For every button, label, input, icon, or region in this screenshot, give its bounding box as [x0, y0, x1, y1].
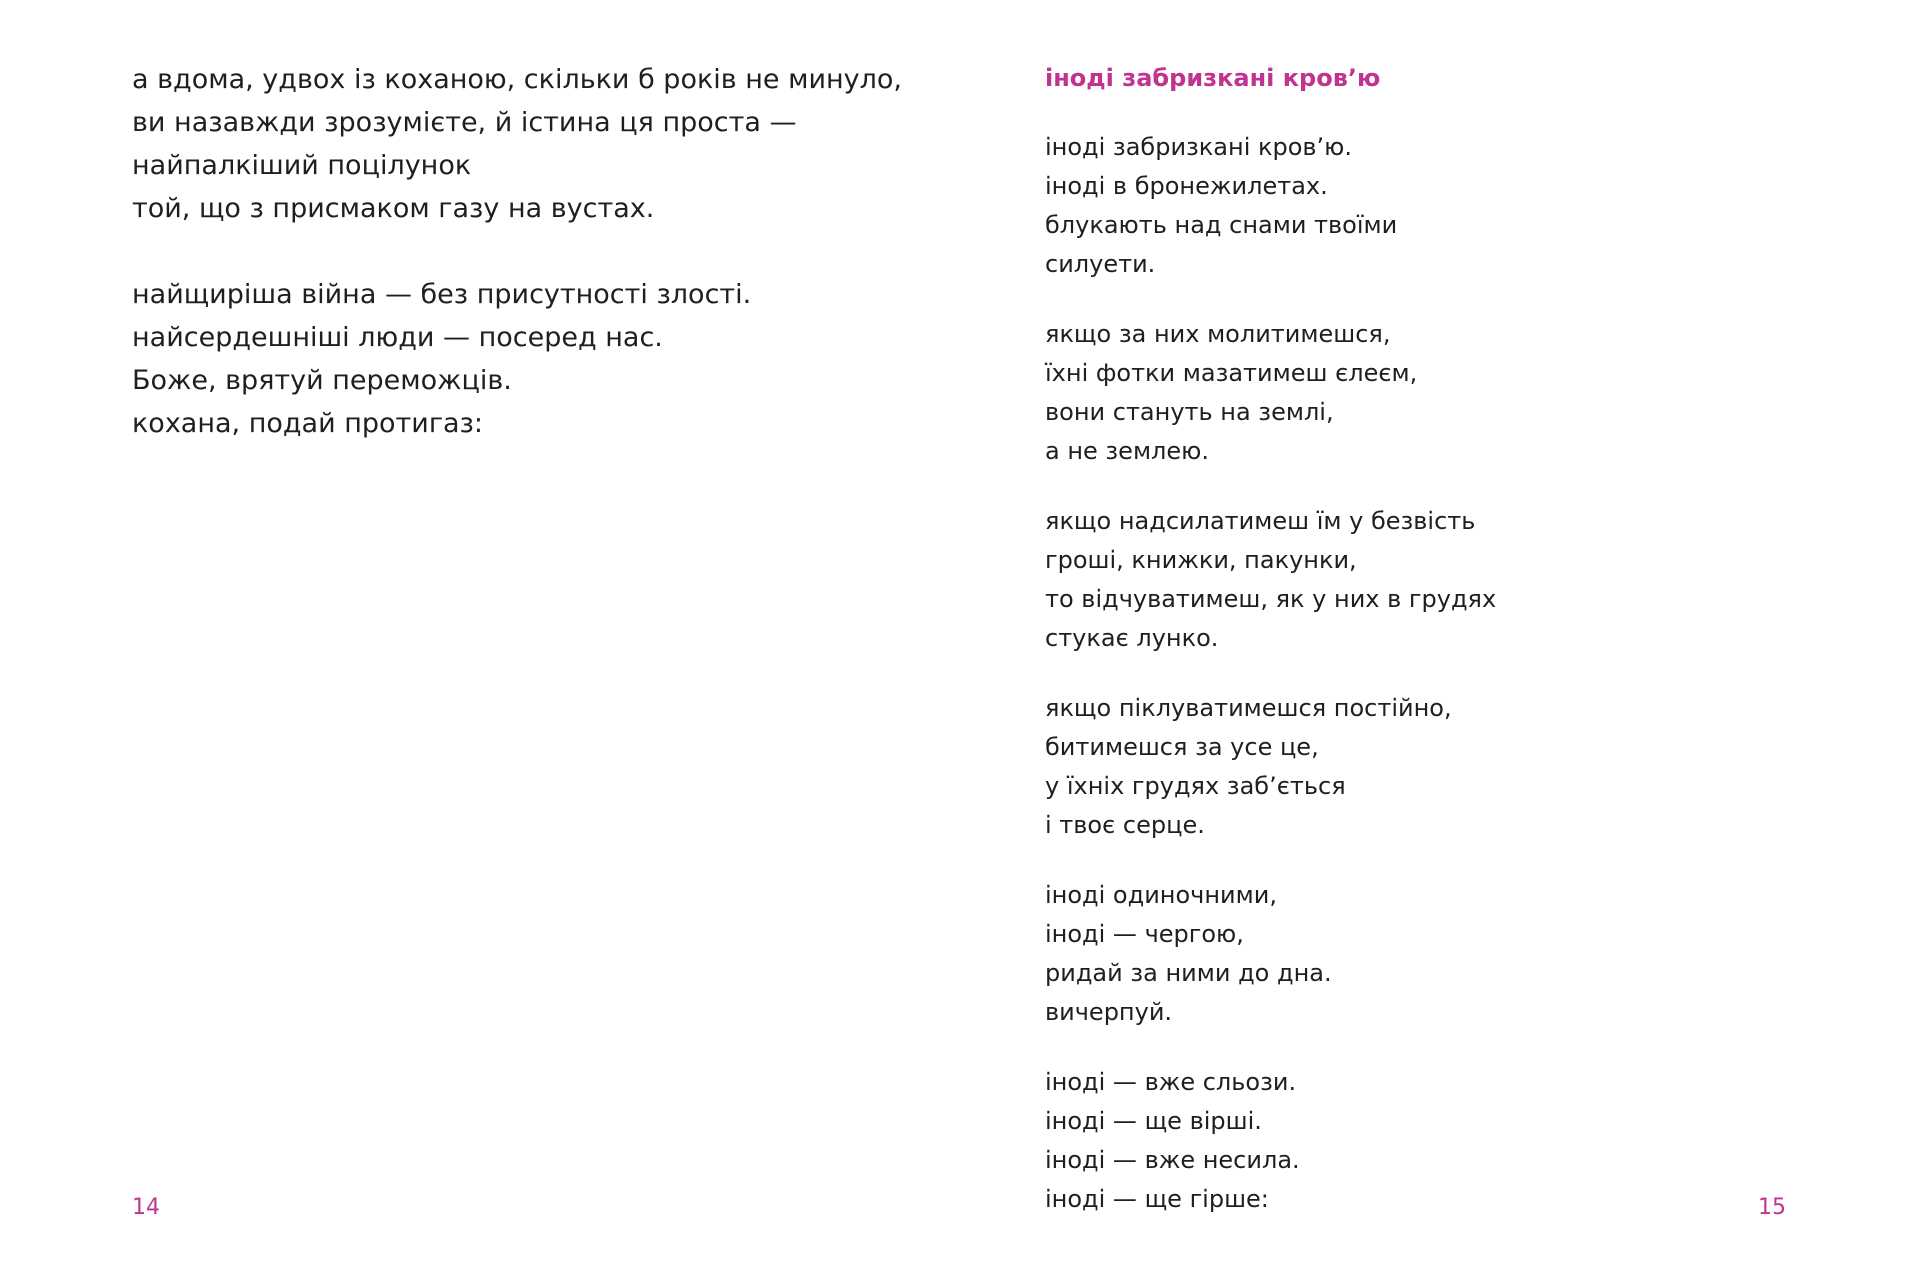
stanza: [1045, 1063, 1745, 1219]
poem-line: ридай за ними до дна.: [1045, 959, 1332, 987]
stanza: [1045, 502, 1745, 658]
poem-line: іноді — вже несила.: [1045, 1146, 1300, 1174]
page-number-left: 14: [132, 1195, 160, 1220]
poem-line: Боже, врятуй переможців.: [132, 365, 512, 396]
page-number-right: 15: [1758, 1195, 1786, 1220]
poem-line: іноді забризкані кров’ю.: [1045, 133, 1353, 161]
poem-line: а вдома, удвох із коханою, скільки б років не минуло,: [132, 64, 903, 95]
poem-line: іноді — чергою,: [1045, 920, 1244, 948]
poem-line: у їхніх грудях заб’ється: [1045, 772, 1346, 800]
poem-line: найпалкіший поцілунок: [132, 150, 472, 181]
poem-line: іноді — ще вірші.: [1045, 1107, 1262, 1135]
stanza: [1045, 689, 1745, 845]
stanza: [1045, 128, 1745, 284]
poem-line: битимешся за усе це,: [1045, 733, 1319, 761]
poem-line: іноді — вже сльози.: [1045, 1068, 1297, 1096]
poem-line: якщо піклуватимешся постійно,: [1045, 694, 1452, 722]
poem-line: найсердешніші люди — посеред нас.: [132, 322, 663, 353]
right-page: [960, 0, 1920, 1261]
poem-line: якщо надсилатимеш їм у безвість: [1045, 507, 1476, 535]
poem-line: іноді одиночними,: [1045, 881, 1277, 909]
poem-line: а не землею.: [1045, 437, 1209, 465]
poem-line: то відчуватимеш, як у них в грудях: [1045, 585, 1497, 613]
poem-line: ви назавжди зрозумієте, й істина ця проста —: [132, 107, 797, 138]
poem-line: вичерпуй.: [1045, 998, 1173, 1026]
stanza: [1045, 315, 1745, 471]
stanza: [1045, 876, 1745, 1032]
poem-line: той, що з присмаком газу на вустах.: [132, 193, 655, 224]
poem-line: іноді в бронежилетах.: [1045, 172, 1328, 200]
stanza: [132, 273, 892, 445]
poem-title: іноді забризкані кров’ю: [1045, 64, 1381, 92]
poem-line: найщиріша війна — без присутності злості.: [132, 279, 752, 310]
poem-line: вони стануть на землі,: [1045, 398, 1334, 426]
poem-line: силуети.: [1045, 250, 1156, 278]
poem-line: блукають над снами твоїми: [1045, 211, 1398, 239]
poem-line: кохана, подай протигаз:: [132, 408, 483, 439]
stanza: [132, 58, 903, 230]
poem-line: гроші, книжки, пакунки,: [1045, 546, 1357, 574]
poem-line: якщо за них молитимешся,: [1045, 320, 1391, 348]
poem-line: їхні фотки мазатимеш єлеєм,: [1045, 359, 1418, 387]
right-poem-text: [1045, 60, 1745, 1250]
left-poem-text: [132, 58, 903, 488]
poem-line: іноді — ще гірше:: [1045, 1185, 1269, 1213]
poem-line: стукає лунко.: [1045, 624, 1219, 652]
poem-line: і твоє серце.: [1045, 811, 1205, 839]
